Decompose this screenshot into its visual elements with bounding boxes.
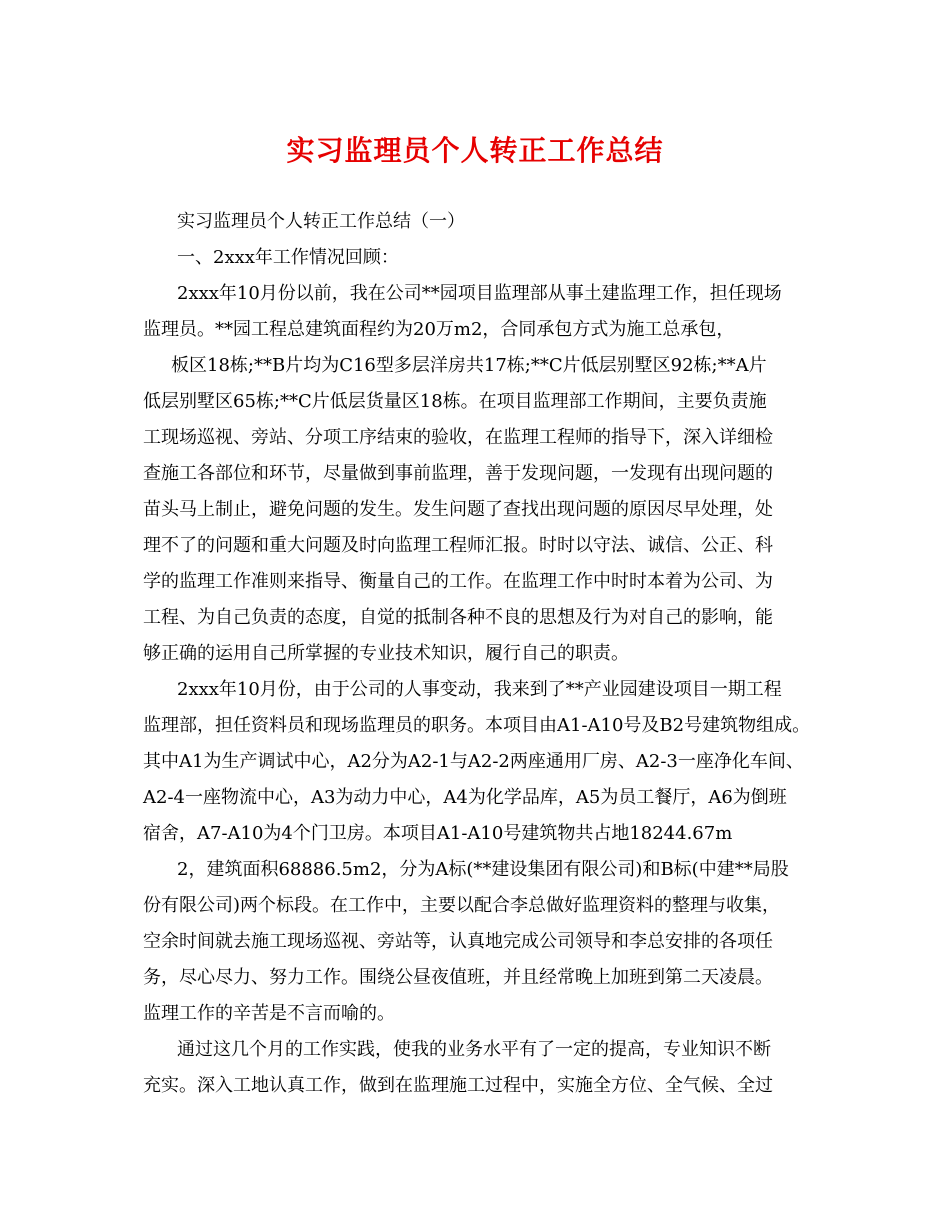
document-title: 实习监理员个人转正工作总结: [286, 134, 664, 167]
text-line: 板区18栋;**B片均为C16型多层洋房共17栋;**C片低层别墅区92栋;**A片: [171, 355, 767, 376]
text-line: A2-4一座物流中心，A3为动力中心，A4为化学品库，A5为员工餐厅，A6为倒班: [143, 787, 787, 808]
text-line: 低层别墅区65栋;**C片低层货量区18栋。在项目监理部工作期间，主要负责施: [143, 391, 767, 412]
text-line: 空余时间就去施工现场巡视、旁站等，认真地完成公司领导和李总安排的各项任: [143, 931, 773, 952]
text-line: 务，尽心尽力、努力工作。围绕公昼夜值班，并且经常晚上加班到第二天凌晨。: [143, 967, 773, 988]
text-line: 苗头马上制止，避免问题的发生。发生问题了查找出现问题的原因尽早处理，处: [143, 499, 773, 520]
text-line: 2xxx年10月份以前，我在公司**园项目监理部从事土建监理工作，担任现场: [177, 283, 782, 304]
text-line: 够正确的运用自己所掌握的专业技术知识，履行自己的职责。: [143, 643, 629, 664]
text-line: 2xxx年10月份，由于公司的人事变动，我来到了**产业园建设项目一期工程: [177, 679, 782, 700]
text-line: 理不了的问题和重大问题及时向监理工程师汇报。时时以守法、诚信、公正、科: [143, 535, 773, 556]
text-line: 通过这几个月的工作实践，使我的业务水平有了一定的提高，专业知识不断: [177, 1039, 771, 1060]
text-line: 实习监理员个人转正工作总结（一）: [177, 211, 465, 232]
text-line: 宿舍，A7-A10为4个门卫房。本项目A1-A10号建筑物共占地18244.67m: [143, 823, 733, 844]
text-line: 学的监理工作准则来指导、衡量自己的工作。在监理工作中时时本着为公司、为: [143, 571, 773, 592]
text-line: 监理工作的辛苦是不言而喻的。: [143, 1003, 395, 1024]
text-line: 份有限公司)两个标段。在工作中，主要以配合李总做好监理资料的整理与收集，: [143, 895, 781, 916]
text-line: 监理部，担任资料员和现场监理员的职务。本项目由A1-A10号及B2号建筑物组成。: [143, 715, 811, 736]
text-line: 监理员。**园工程总建筑面程约为20万m2，合同承包方式为施工总承包，: [143, 319, 735, 340]
text-line: 工现场巡视、旁站、分项工序结束的验收，在监理工程师的指导下，深入详细检: [143, 427, 773, 448]
text-line: 其中A1为生产调试中心，A2分为A2-1与A2-2两座通用厂房、A2-3一座净化车间、: [143, 751, 804, 772]
text-line: 2，建筑面积68886.5m2，分为A标(**建设集团有限公司)和B标(中建**局股: [177, 859, 789, 880]
text-line: 充实。深入工地认真工作，做到在监理施工过程中，实施全方位、全气候、全过: [143, 1075, 773, 1096]
text-line: 查施工各部位和环节，尽量做到事前监理，善于发现问题，一发现有出现问题的: [143, 463, 773, 484]
text-line: 工程、为自己负责的态度，自觉的抵制各种不良的思想及行为对自己的影响，能: [143, 607, 773, 628]
text-line: 一、2xxx年工作情况回顾：: [177, 247, 399, 268]
